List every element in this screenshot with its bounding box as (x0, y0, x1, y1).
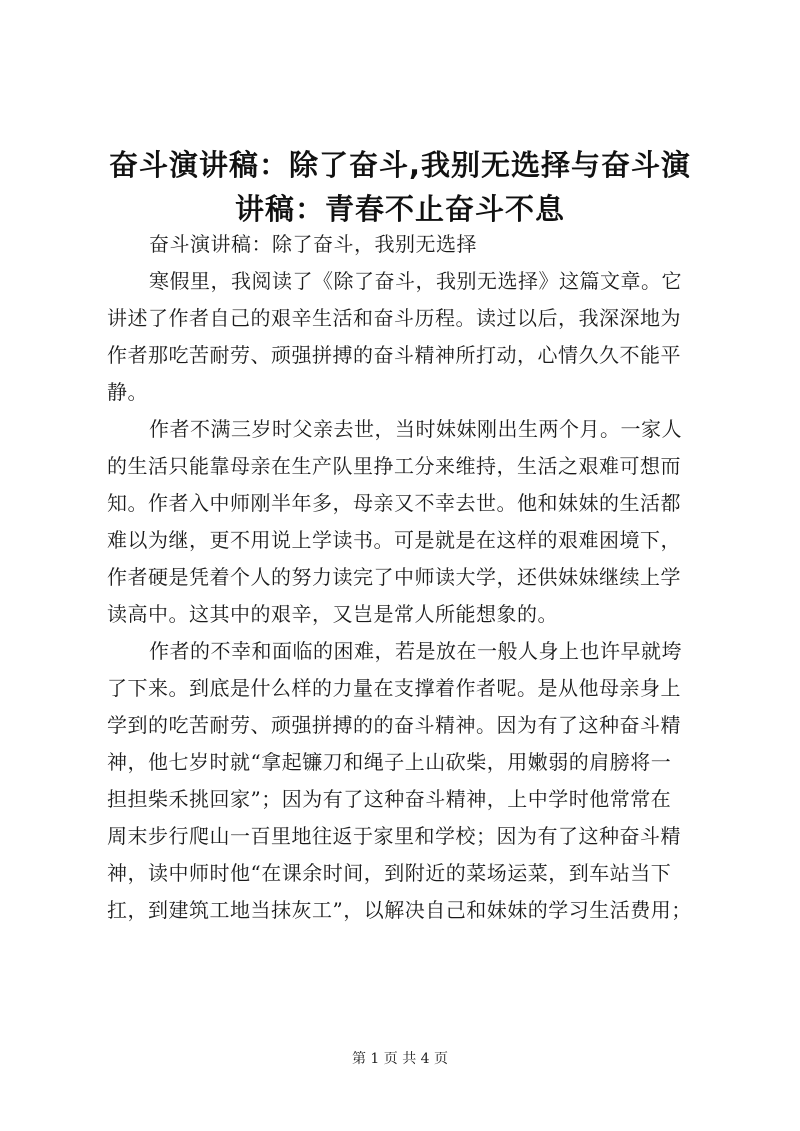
body-line: 作者不满三岁时父亲去世，当时妹妹刚出生两个月。一家人 (149, 417, 682, 441)
body-line: 扛，到建筑工地当抹灰工”，以解决自己和妹妹的学习生活费用； (107, 898, 692, 922)
body-line: 讲述了作者自己的艰辛生活和奋斗历程。读过以后，我深深地为 (107, 306, 681, 330)
body-line: 神，他七岁时就“拿起镰刀和绳子上山砍柴，用嫩弱的肩膀将一 (107, 750, 672, 774)
title-line: 奋斗演讲稿：除了奋斗,我别无选择与奋斗演 (108, 148, 692, 182)
document-title (100, 143, 700, 231)
body-line: 寒假里，我阅读了《除了奋斗，我别无选择》这篇文章。它 (149, 269, 682, 293)
subtitle-line: 奋斗演讲稿：除了奋斗，我别无选择 (149, 232, 477, 256)
page-footer: 第 1 页 共 4 页 (351, 1051, 449, 1067)
body-line: 作者那吃苦耐劳、顽强拼搏的奋斗精神所打动，心情久久不能平 (107, 343, 681, 367)
body-line: 作者硬是凭着个人的努力读完了中师读大学，还供妹妹继续上学 (107, 565, 681, 589)
body-line: 作者的不幸和面临的困难，若是放在一般人身上也许早就垮 (149, 639, 682, 663)
body-line: 静。 (107, 380, 148, 404)
body-line: 担担柴禾挑回家”；因为有了这种奋斗精神，上中学时他常常在 (107, 787, 672, 811)
document-body (107, 226, 697, 929)
body-line: 了下来。到底是什么样的力量在支撑着作者呢。是从他母亲身上 (107, 676, 681, 700)
title-line: 讲稿：青春不止奋斗不息 (234, 192, 565, 226)
body-line: 学到的吃苦耐劳、顽强拼搏的的奋斗精神。因为有了这种奋斗精 (107, 713, 681, 737)
body-line: 读高中。这其中的艰辛，又岂是常人所能想象的。 (107, 602, 558, 626)
body-line: 神，读中师时他“在课余时间，到附近的菜场运菜，到车站当下 (107, 861, 672, 885)
body-line: 周末步行爬山一百里地往返于家里和学校；因为有了这种奋斗精 (107, 824, 681, 848)
body-line: 知。作者入中师刚半年多，母亲又不幸去世。他和妹妹的生活都 (107, 491, 681, 515)
body-line: 的生活只能靠母亲在生产队里挣工分来维持，生活之艰难可想而 (107, 454, 681, 478)
body-line: 难以为继，更不用说上学读书。可是就是在这样的艰难困境下， (107, 528, 681, 552)
